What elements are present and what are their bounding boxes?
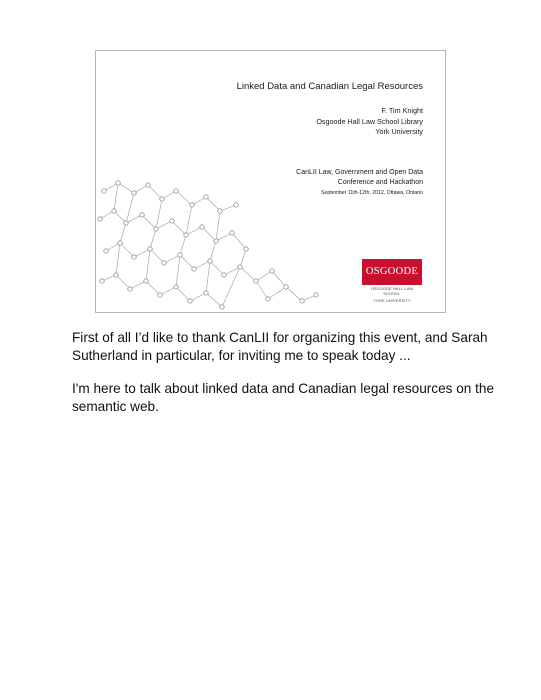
author-university: York University	[375, 127, 423, 136]
author-affiliation: Osgoode Hall Law School Library	[316, 116, 423, 126]
author-block	[316, 106, 423, 138]
conference-date: September 11th-12th, 2012, Ottawa, Ontario	[321, 190, 423, 196]
author-name: F. Tim Knight	[381, 106, 423, 115]
conference-name: CanLII Law, Government and Open Data	[296, 169, 423, 176]
conference-subtitle: Conference and Hackathon	[337, 179, 423, 186]
slide-title: Linked Data and Canadian Legal Resources	[236, 81, 423, 92]
osgoode-logo	[362, 259, 422, 301]
linked-data-graph-decoration	[96, 171, 336, 313]
notes-paragraph-2: I'm here to talk about linked data and Canadian legal resources on the semantic web.	[72, 381, 495, 414]
speaker-notes	[72, 329, 512, 431]
notes-paragraph-1: First of all I’d like to thank CanLII for organizing this event, and Sarah Sutherland in particular, for inviting me to speak today ...	[72, 330, 488, 363]
logo-subtitle-line-1: OSGOODE HALL LAW SCHOOL	[370, 287, 414, 296]
slide-thumbnail	[95, 50, 446, 313]
logo-wordmark: OSGOODE	[362, 259, 422, 285]
logo-subtitle-line-2: YORK UNIVERSITY	[373, 299, 411, 303]
